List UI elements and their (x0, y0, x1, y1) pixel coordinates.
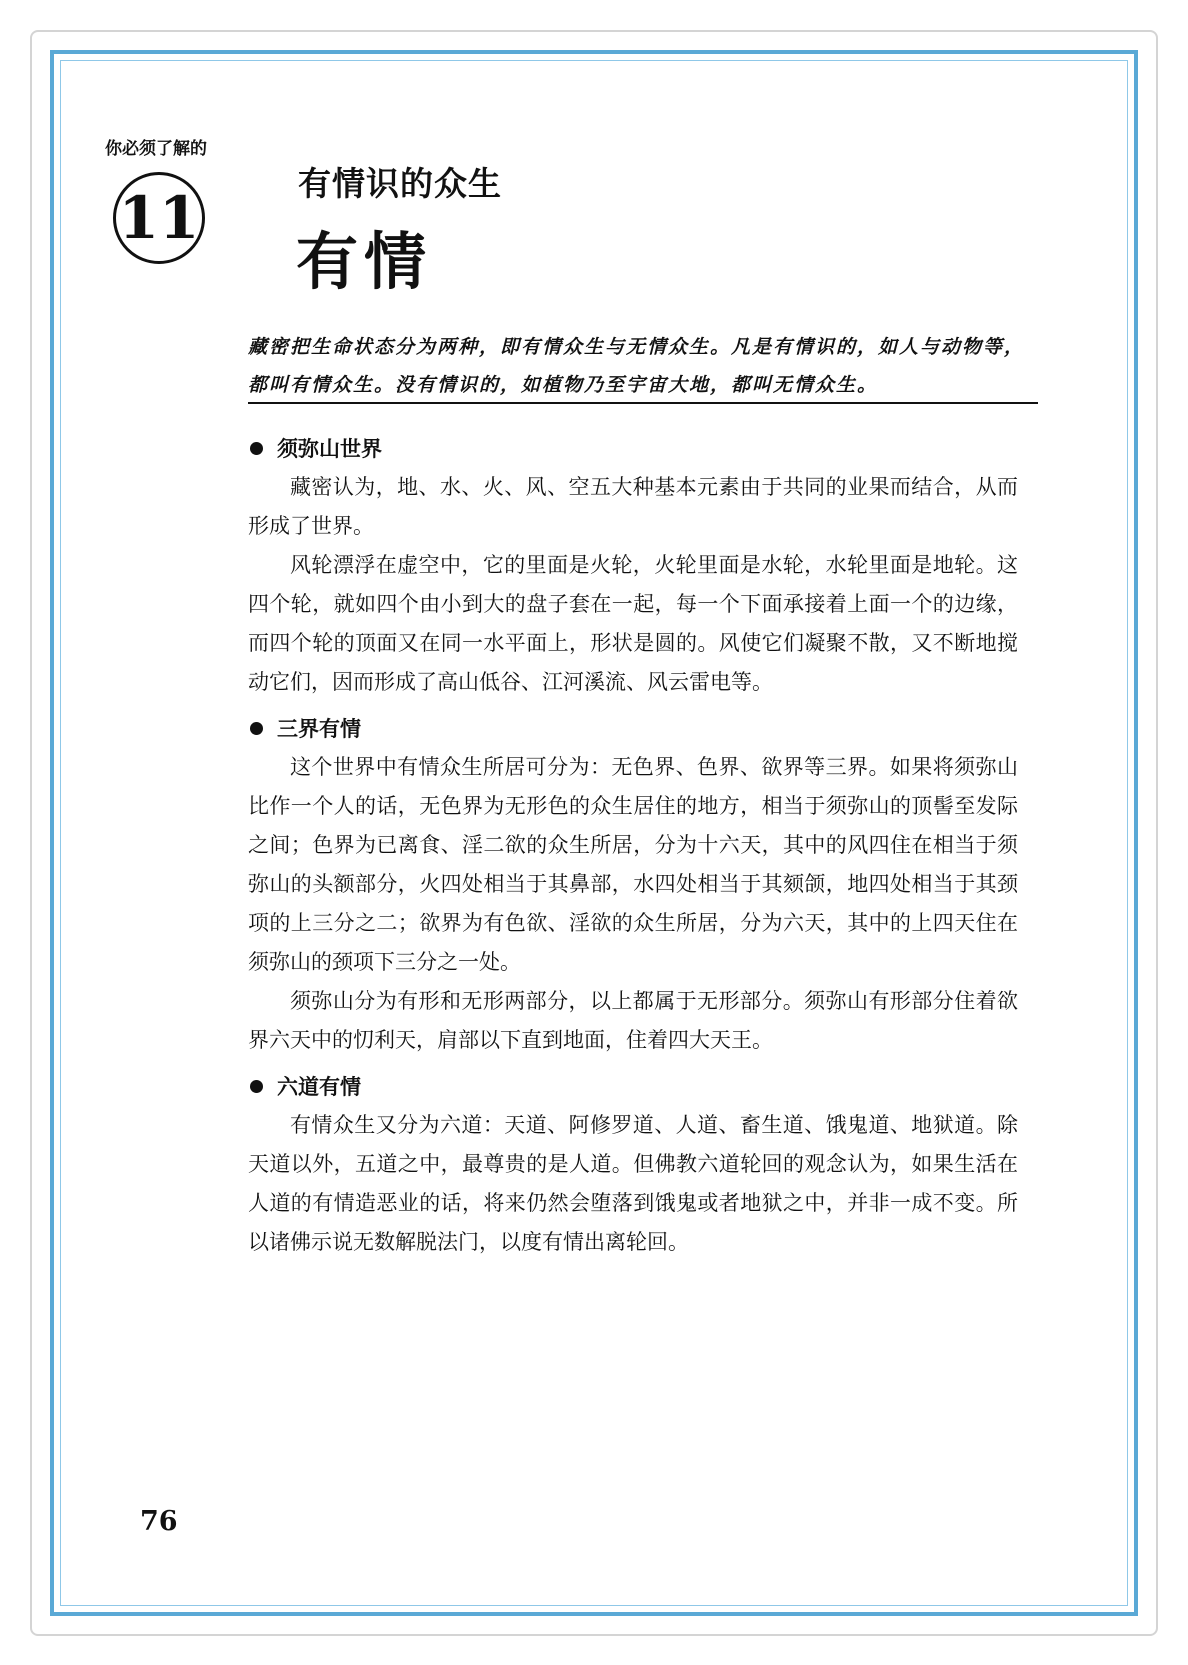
body-paragraph: 须弥山分为有形和无形两部分，以上都属于无形部分。须弥山有形部分住着欲界六天中的忉利天，肩部以下直到地面，住着四大天王。 (248, 989, 1018, 1052)
section-heading-text: 六道有情 (277, 1075, 361, 1099)
intro-text: 藏密把生命状态分为两种，即有情众生与无情众生。凡是有情识的，如人与动物等，都叫有情众生。没有情识的，如植物乃至宇宙大地，都叫无情众生。 (248, 336, 1026, 396)
bullet-icon (250, 442, 263, 455)
body-paragraph: 这个世界中有情众生所居可分为：无色界、色界、欲界等三界。如果将须弥山比作一个人的话，无色界为无形色的众生居住的地方，相当于须弥山的顶髻至发际之间；色界为已离食、淫二欲的众生所居，分为十六天，其中的风四住在相当于须弥山的头额部分，火四处相当于其鼻部，水四处相当于其颏颌，地四处相当于其颈项的上三分之二；欲界为有色欲、淫欲的众生所居，分为六天，其中的上四天住在须弥山的颈项下三分之一处。 (248, 755, 1018, 974)
body-content (248, 428, 1018, 1268)
section-six-paths (248, 1066, 1018, 1262)
section-heading-text: 须弥山世界 (277, 437, 382, 461)
chapter-subtitle: 有情识的众生 (298, 164, 502, 203)
body-paragraph: 藏密认为，地、水、火、风、空五大种基本元素由于共同的业果而结合，从而形成了世界。 (248, 475, 1018, 538)
body-paragraph: 风轮漂浮在虚空中，它的里面是火轮，火轮里面是水轮，水轮里面是地轮。这四个轮，就如四个由小到大的盘子套在一起，每一个下面承接着上面一个的边缘，而四个轮的顶面又在同一水平面上，形状是圆的。风使它们凝聚不散，又不断地搅动它们，因而形成了高山低谷、江河溪流、风云雷电等。 (248, 553, 1018, 694)
bullet-icon (250, 1080, 263, 1093)
section-heading (248, 428, 1018, 468)
section-heading (248, 1066, 1018, 1106)
body-paragraph: 有情众生又分为六道：天道、阿修罗道、人道、畜生道、饿鬼道、地狱道。除天道以外，五道之中，最尊贵的是人道。但佛教六道轮回的观念认为，如果生活在人道的有情造恶业的话，将来仍然会堕落到饿鬼或者地狱之中，并非一成不变。所以诸佛示说无数解脱法门，以度有情出离轮回。 (248, 1113, 1018, 1254)
bullet-icon (250, 722, 263, 735)
page-number: 76 (140, 1506, 178, 1537)
series-label: 你必须了解的 (105, 139, 207, 159)
chapter-title: 有情 (296, 225, 433, 298)
intro-divider (248, 402, 1038, 404)
section-heading-text: 三界有情 (277, 717, 361, 741)
chapter-number-badge: 11 (113, 172, 205, 264)
section-heading (248, 708, 1018, 748)
section-sumeru-world (248, 428, 1018, 702)
section-three-realms (248, 708, 1018, 1060)
